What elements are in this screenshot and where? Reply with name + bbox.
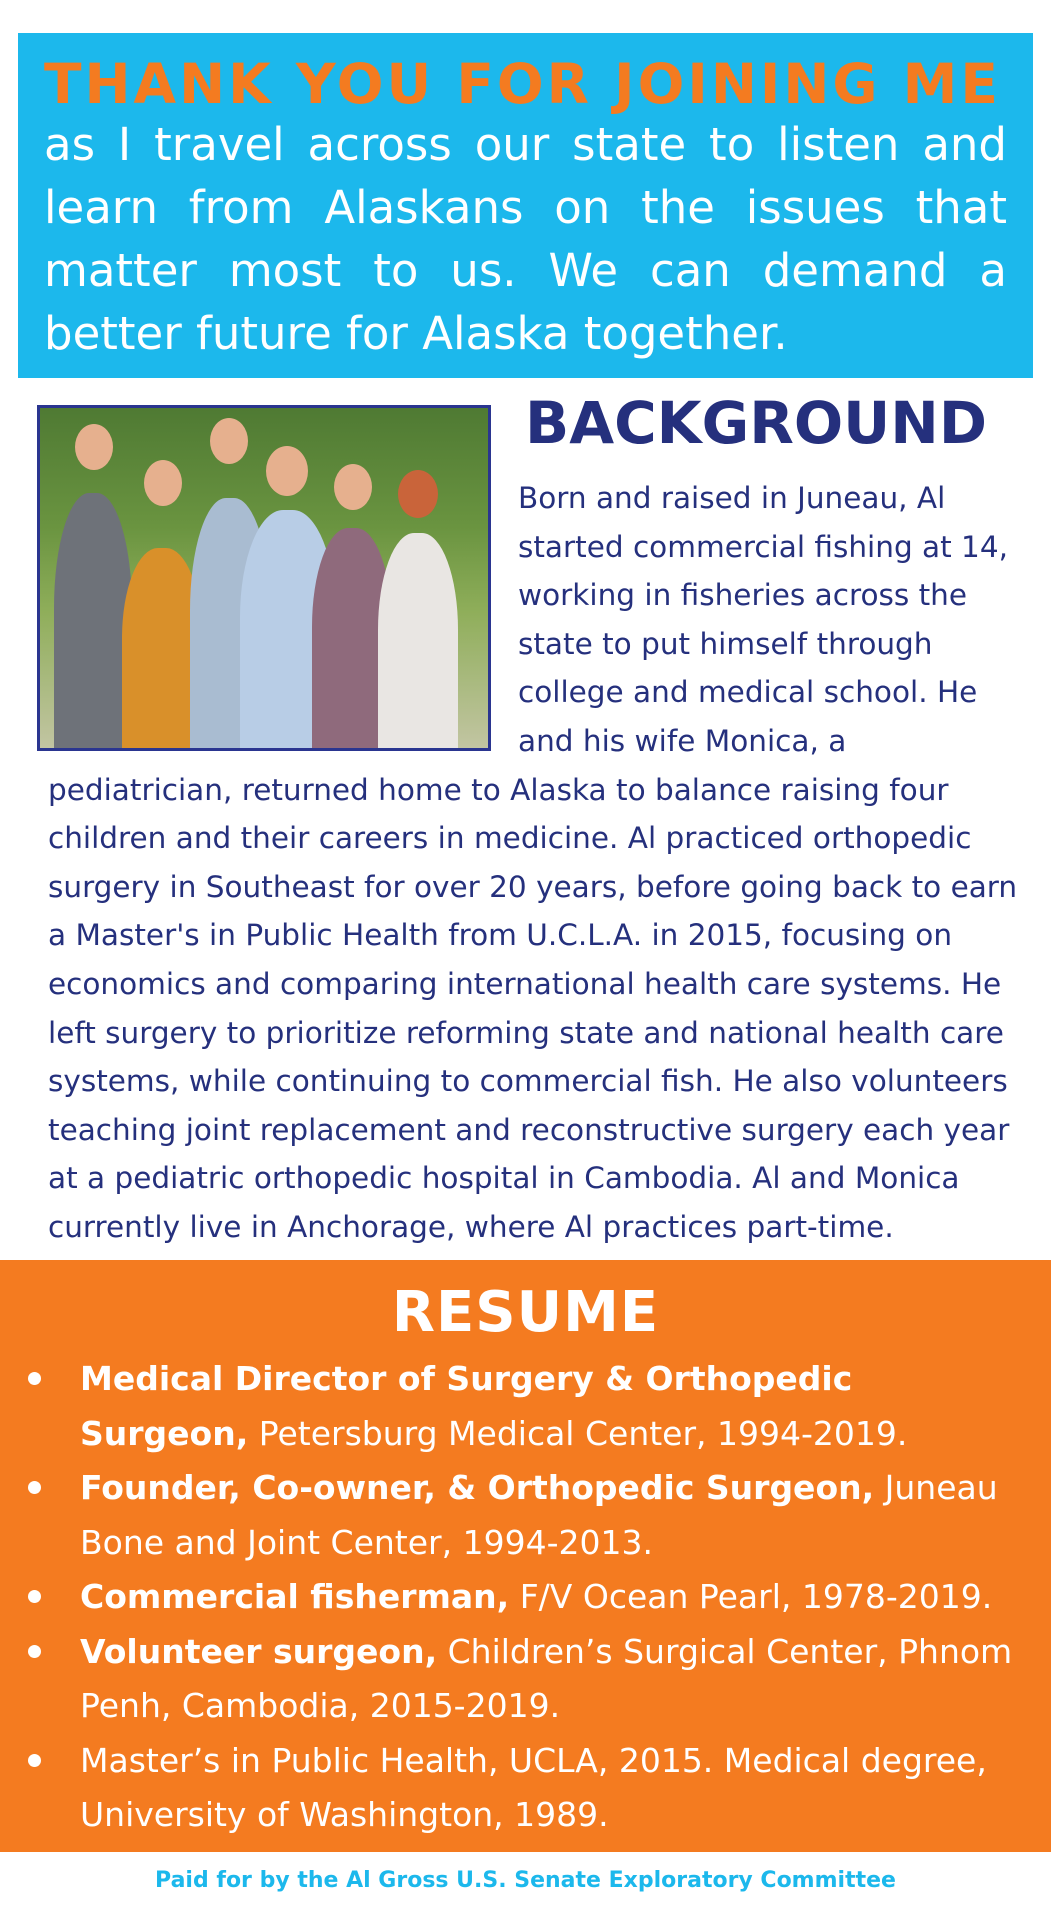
- list-item: Medical Director of Surgery & Orthopedic Surgeon, Petersburg Medical Center, 1994-2019.: [80, 1352, 1021, 1461]
- bullet-icon: [28, 1372, 41, 1385]
- bullet-icon: [28, 1590, 41, 1603]
- background-heading: BACKGROUND: [525, 389, 987, 457]
- intro-banner: [18, 33, 1033, 378]
- background-paragraph: Born and raised in Juneau, Al started commercial fishing at 14, working in fisheries across the state to put himself through college and medical school. He and his wife Monica, a pediatrician, returned home to Alaska to balance raising four children and their careers in medicine. Al practiced orthopedic surgery in Southeast for over 20 years, before going back to earn a Master's in Public Health from U.C.L.A. in 2015, focusing on economics and comparing international health care systems. He left surgery to prioritize reforming state and national health care systems, while continuing to commercial fish. He also volunteers teaching joint replacement and reconstructive surgery each year at a pediatric orthopedic hospital in Cambodia. Al and Monica currently live in Anchorage, where Al practices part-time.: [48, 481, 1018, 1244]
- bullet-icon: [28, 1754, 41, 1767]
- list-item: Volunteer surgeon, Children’s Surgical Center, Phnom Penh, Cambodia, 2015-2019.: [80, 1625, 1021, 1734]
- intro-message: as I travel across our state to listen and learn from Alaskans on the issues that matter most to us. We can demand a better future for Alaska together.: [44, 118, 1007, 360]
- paid-for-disclaimer: Paid for by the Al Gross U.S. Senate Exploratory Committee: [155, 1868, 896, 1893]
- resume-section: [0, 1260, 1051, 1852]
- resume-list: [0, 1352, 1051, 1843]
- list-item: Founder, Co-owner, & Orthopedic Surgeon, Juneau Bone and Joint Center, 1994-2013.: [80, 1461, 1021, 1570]
- bullet-icon: [28, 1481, 41, 1494]
- list-item: Master’s in Public Health, UCLA, 2015. Medical degree, University of Washington, 1989.: [80, 1734, 1021, 1843]
- resume-title: RESUME: [391, 1280, 660, 1345]
- bullet-icon: [28, 1645, 41, 1658]
- list-item: Commercial fisherman, F/V Ocean Pearl, 1978-2019.: [80, 1570, 1021, 1625]
- intro-title: THANK YOU FOR JOINING ME: [44, 52, 1001, 116]
- background-text-wrap: [48, 474, 1038, 1252]
